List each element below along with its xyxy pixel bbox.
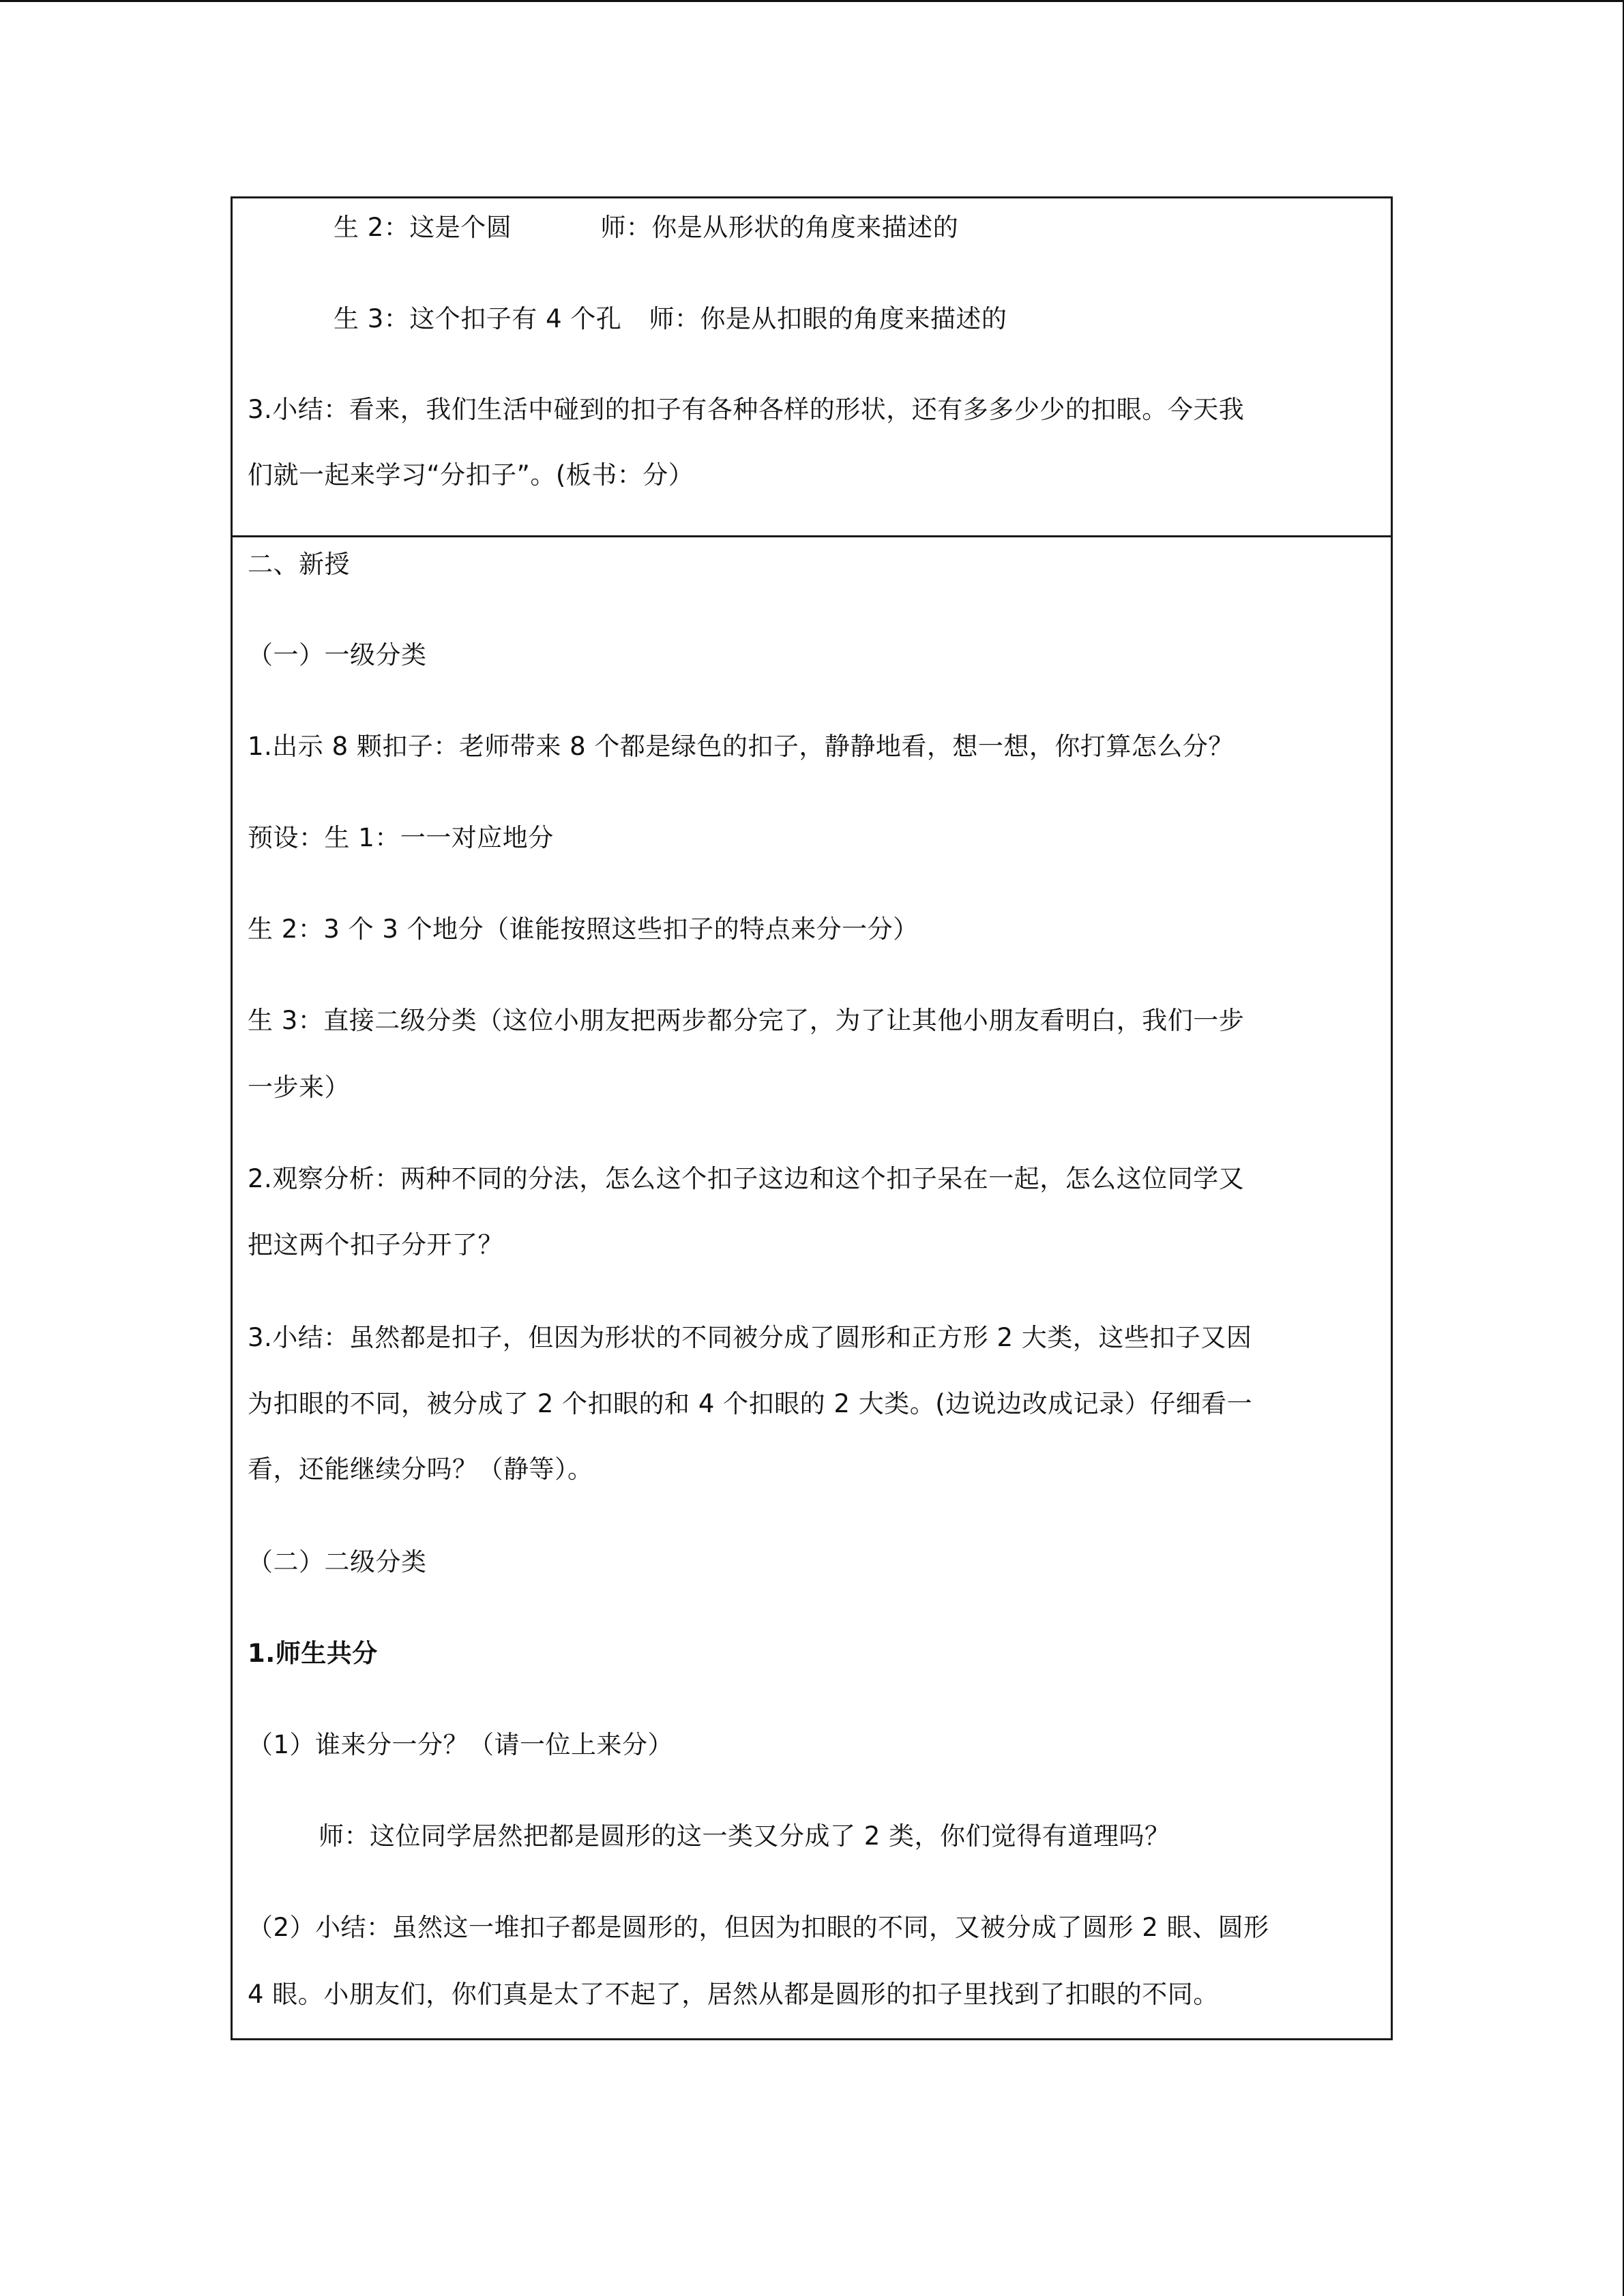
page-top-border bbox=[0, 0, 1624, 2]
text-line: （1）谁来分一分？（请一位上来分） bbox=[248, 1730, 674, 1759]
dialogue-line bbox=[334, 303, 1007, 335]
text-line: （2）小结：虽然这一堆扣子都是圆形的，但因为扣眼的不同，又被分成了圆形 2 眼、圆形 bbox=[248, 1913, 1269, 1942]
table-cell-new-lesson bbox=[231, 535, 1393, 2040]
subsection-heading: （一）一级分类 bbox=[248, 640, 427, 670]
dialogue-line bbox=[334, 212, 958, 243]
text-line: 一步来） bbox=[248, 1073, 350, 1102]
teacher-line: 师：你是从形状的角度来描述的 bbox=[600, 213, 959, 242]
text-line: 把这两个扣子分开了？ bbox=[248, 1230, 503, 1259]
text-line: 1.出示 8 颗扣子：老师带来 8 个都是绿色的扣子，静静地看，想一想，你打算怎么分？ bbox=[248, 732, 1234, 761]
text-line: 4 眼。小朋友们，你们真是太了不起了，居然从都是圆形的扣子里找到了扣眼的不同。 bbox=[248, 1980, 1219, 2009]
text-line: 2.观察分析：两种不同的分法，怎么这个扣子这边和这个扣子呆在一起，怎么这位同学又 bbox=[248, 1164, 1245, 1193]
student-line: 生 2：这是个圆 bbox=[334, 213, 512, 242]
section-heading: 二、新授 bbox=[248, 550, 350, 579]
text-line: 生 2：3 个 3 个地分（谁能按照这些扣子的特点来分一分） bbox=[248, 914, 919, 944]
teacher-line: 师：你是从扣眼的角度来描述的 bbox=[649, 304, 1007, 333]
summary-line: 3.小结：看来，我们生活中碰到的扣子有各种各样的形状，还有多多少少的扣眼。今天我 bbox=[248, 395, 1245, 424]
student-line: 生 3：这个扣子有 4 个孔 bbox=[334, 304, 622, 333]
bold-heading: 1.师生共分 bbox=[248, 1639, 378, 1668]
table-cell-intro bbox=[231, 196, 1393, 537]
subsection-heading: （二）二级分类 bbox=[248, 1547, 427, 1577]
text-line: 3.小结：虽然都是扣子，但因为形状的不同被分成了圆形和正方形 2 大类，这些扣子又因 bbox=[248, 1323, 1252, 1352]
text-line: 师：这位同学居然把都是圆形的这一类又分成了 2 类，你们觉得有道理吗？ bbox=[319, 1821, 1170, 1851]
text-line: 看，还能继续分吗？（静等）。 bbox=[248, 1455, 593, 1484]
summary-line: 们就一起来学习“分扣子”。(板书：分） bbox=[248, 460, 694, 490]
text-line: 为扣眼的不同，被分成了 2 个扣眼的和 4 个扣眼的 2 大类。(边说边改成记录）仔细看一 bbox=[248, 1389, 1253, 1418]
text-line: 生 3：直接二级分类（这位小朋友把两步都分完了，为了让其他小朋友看明白，我们一步 bbox=[248, 1006, 1245, 1035]
text-line: 预设：生 1：一一对应地分 bbox=[248, 823, 554, 852]
